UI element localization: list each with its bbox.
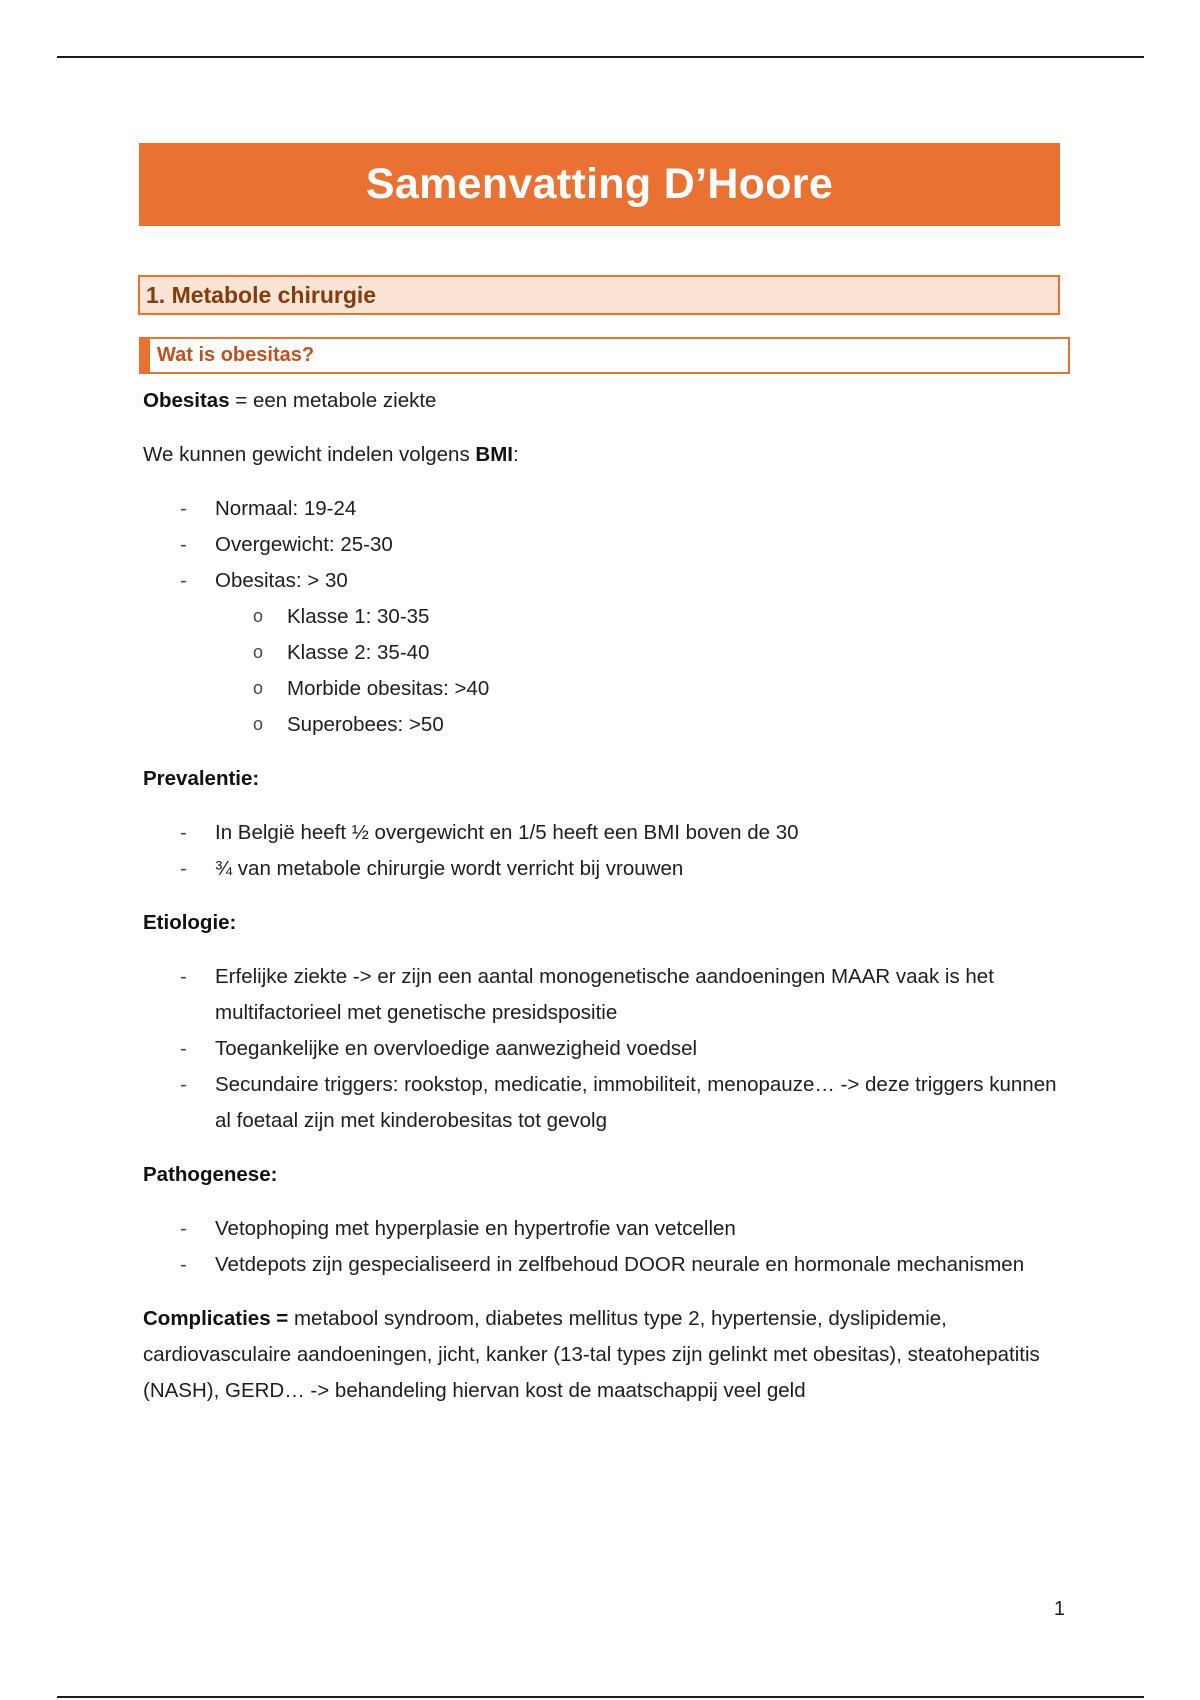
complicaties-text: metabool syndroom, diabetes mellitus type 2, hypertensie, dyslipidemie, cardiovasculaire aandoeningen, jicht, kanker (13-tal types zijn gelinkt met obesitas), steatohepatitis (NASH), GERD… -> behandeling hiervan kost de maatschappij veel geld [143,1307,1040,1402]
bmi-item-obesitas-label: Obesitas: > 30 [215,569,348,592]
bmi-intro-text: We kunnen gewicht indelen volgens [143,443,476,466]
etiologie-item: - Erfelijke ziekte -> er zijn een aantal monogenetische aandoeningen MAAR vaak is het multifactorieel met genetische presidspositie [143,959,1068,1031]
page-number: 1 [1053,1598,1065,1620]
bmi-term: BMI [475,443,513,466]
bmi-item-overgewicht: - Overgewicht: 25-30 [143,527,1068,563]
etiologie-item: - Secundaire triggers: rookstop, medicatie, immobiliteit, menopauze… -> deze triggers kunnen al foetaal zijn met kinderobesitas tot gevolg [143,1067,1068,1139]
etiologie-label [143,905,1068,941]
bmi-list [143,491,1068,743]
prevalentie-label-text: Prevalentie: [143,767,260,790]
etiologie-item: - Toegankelijke en overvloedige aanwezigheid voedsel [143,1031,1068,1067]
pathogenese-list [143,1211,1068,1283]
definition-text: = een metabole ziekte [229,389,437,412]
obesitas-class-item: o Superobees: >50 [215,707,1068,743]
complicaties-term: Complicaties = [143,1307,289,1330]
pathogenese-label-text: Pathogenese: [143,1163,278,1186]
section-heading: 1. Metabole chirurgie [138,275,1060,315]
bmi-intro-suffix: : [512,443,519,466]
bmi-item-obesitas [143,563,1068,743]
obesitas-class-list [215,599,1068,743]
definition-term: Obesitas [143,389,230,412]
etiologie-label-text: Etiologie: [143,911,237,934]
prevalentie-item: - In België heeft ½ overgewicht en 1/5 heeft een BMI boven de 30 [143,815,1068,851]
obesitas-class-item: o Klasse 1: 30-35 [215,599,1068,635]
pathogenese-item: - Vetdepots zijn gespecialiseerd in zelfbehoud DOOR neurale en hormonale mechanismen [143,1247,1068,1283]
prevalentie-label [143,761,1068,797]
pathogenese-item: - Vetophoping met hyperplasie en hypertrofie van vetcellen [143,1211,1068,1247]
etiologie-list [143,959,1068,1139]
complicaties-paragraph [143,1301,1068,1409]
bmi-item-normaal: - Normaal: 19-24 [143,491,1068,527]
prevalentie-list [143,815,1068,887]
pathogenese-label [143,1157,1068,1193]
header-rule [57,56,1144,58]
obesitas-class-item: o Klasse 2: 35-40 [215,635,1068,671]
document-title: Samenvatting D’Hoore [139,143,1060,226]
subsection-heading: Wat is obesitas? [139,337,1070,374]
obesitas-class-item: o Morbide obesitas: >40 [215,671,1068,707]
document-body [143,383,1068,1427]
prevalentie-item: - ¾ van metabole chirurgie wordt verricht bij vrouwen [143,851,1068,887]
footer-rule [57,1696,1144,1698]
bmi-intro-paragraph [143,437,1068,473]
definition-paragraph [143,383,1068,419]
